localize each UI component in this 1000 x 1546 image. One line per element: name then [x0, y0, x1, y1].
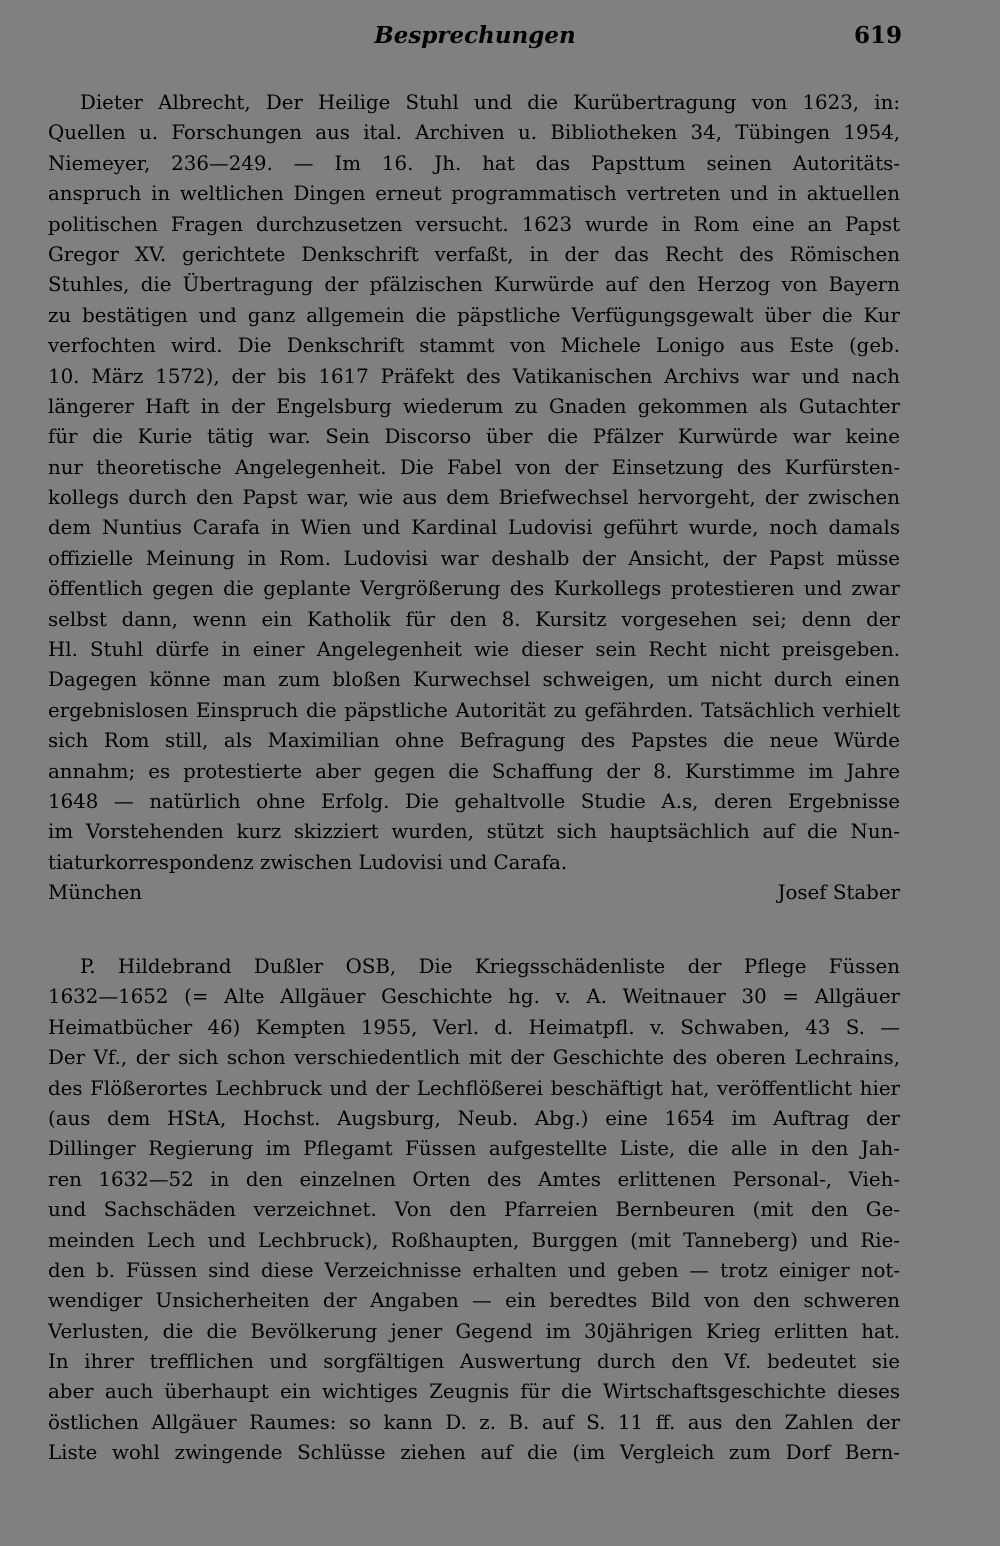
text-line: (aus dem HStA, Hochst. Augsburg, Neub. Abg.) eine 1654 im Auftrag der — [48, 1106, 900, 1130]
text-line: Der Vf., der sich schon verschiedentlich mit der Geschichte des oberen Lechrains, — [48, 1046, 900, 1070]
text-line: Niemeyer, 236—249. — Im 16. Jh. hat das Papsttum seinen Autoritäts- — [48, 151, 900, 175]
page-header — [48, 22, 902, 62]
text-line: und Sachschäden verzeichnet. Von den Pfarreien Bernbeuren (mit den Ge- — [48, 1198, 900, 1222]
text-line: kollegs durch den Papst war, wie aus dem Briefwechsel hervorgeht, der zwischen — [48, 486, 900, 510]
text-line: sich Rom still, als Maximilian ohne Befragung des Papstes die neue Würde — [48, 729, 900, 753]
text-line: nur theoretische Angelegenheit. Die Fabel von der Einsetzung des Kurfürsten- — [48, 455, 900, 479]
text-line: annahm; es protestierte aber gegen die Schaffung der 8. Kurstimme im Jahre — [48, 759, 900, 783]
review-dussler — [48, 952, 900, 1469]
text-line: für die Kurie tätig war. Sein Discorso über die Pfälzer Kurwürde war keine — [48, 425, 900, 449]
text-line: längerer Haft in der Engelsburg wiederum zu Gnaden gekommen als Gutachter — [48, 394, 900, 418]
text-line: politischen Fragen durchzusetzen versucht. 1623 wurde in Rom eine an Papst — [48, 212, 900, 236]
signature-place: München — [48, 881, 142, 905]
text-line: anspruch in weltlichen Dingen erneut programmatisch vertreten und in aktuellen — [48, 182, 900, 206]
text-line: 1632—1652 (= Alte Allgäuer Geschichte hg. v. A. Weitnauer 30 = Allgäuer — [48, 985, 900, 1009]
text-line: Dagegen könne man zum bloßen Kurwechsel schweigen, um nicht durch einen — [48, 668, 900, 692]
text-line: wendiger Unsicherheiten der Angaben — ein beredtes Bild von den schweren — [48, 1289, 900, 1313]
text-line: Quellen u. Forschungen aus ital. Archiven u. Bibliotheken 34, Tübingen 1954, — [48, 121, 900, 145]
text-line: aber auch überhaupt ein wichtiges Zeugnis für die Wirtschaftsgeschichte dieses — [48, 1380, 900, 1404]
text-line: Hl. Stuhl dürfe in einer Angelegenheit wie dieser sein Recht nicht preisgeben. — [48, 638, 900, 662]
text-line: öffentlich gegen die geplante Vergrößerung des Kurkollegs protestieren und zwar — [48, 577, 900, 601]
text-line: Heimatbücher 46) Kempten 1955, Verl. d. Heimatpfl. v. Schwaben, 43 S. — — [48, 1015, 900, 1039]
text-line: Gregor XV. gerichtete Denkschrift verfaßt, in der das Recht des Römischen — [48, 242, 900, 266]
text-line: im Vorstehenden kurz skizziert wurden, stützt sich hauptsächlich auf die Nun- — [48, 820, 900, 844]
review-signature — [48, 878, 900, 908]
text-line: ren 1632—52 in den einzelnen Orten des Amtes erlittenen Personal-, Vieh- — [48, 1167, 900, 1191]
running-head: Besprechungen — [374, 22, 576, 49]
text-line: 10. März 1572), der bis 1617 Präfekt des Vatikanischen Archivs war und nach — [48, 364, 900, 388]
text-line: Dieter Albrecht, Der Heilige Stuhl und die Kurübertragung von 1623, in: — [80, 91, 900, 114]
text-line: den b. Füssen sind diese Verzeichnisse erhalten und geben — trotz einiger not- — [48, 1258, 900, 1282]
page-number: 619 — [853, 22, 902, 49]
text-line: In ihrer trefflichen und sorgfältigen Auswertung durch den Vf. bedeutet sie — [48, 1350, 900, 1374]
text-line: verfochten wird. Die Denkschrift stammt von Michele Lonigo aus Este (geb. — [48, 334, 900, 358]
text-line: 1648 — natürlich ohne Erfolg. Die gehaltvolle Studie A.s, deren Ergebnisse — [48, 789, 900, 813]
text-line: P. Hildebrand Dußler OSB, Die Kriegsschädenliste der Pflege Füssen — [80, 955, 900, 978]
signature-author: Josef Staber — [777, 881, 900, 905]
text-line: Verlusten, die die Bevölkerung jener Gegend im 30jährigen Krieg erlitten hat. — [48, 1319, 900, 1343]
text-line: östlichen Allgäuer Raumes: so kann D. z. B. auf S. 11 ff. aus den Zahlen der — [48, 1410, 900, 1434]
text-line: dem Nuntius Carafa in Wien und Kardinal Ludovisi geführt wurde, noch damals — [48, 516, 900, 540]
text-line: des Flößerortes Lechbruck und der Lechflößerei beschäftigt hat, veröffentlicht hier — [48, 1076, 900, 1100]
review-albrecht — [48, 88, 900, 909]
text-line: zu bestätigen und ganz allgemein die päpstliche Verfügungsgewalt über die Kur — [48, 303, 900, 327]
text-line: Dillinger Regierung im Pflegamt Füssen aufgestellte Liste, die alle in den Jah- — [48, 1137, 900, 1161]
text-line: ergebnislosen Einspruch die päpstliche Autorität zu gefährden. Tatsächlich verhielt — [48, 698, 900, 722]
text-line: Stuhles, die Übertragung der pfälzischen Kurwürde auf den Herzog von Bayern — [48, 273, 900, 297]
text-line: selbst dann, wenn ein Katholik für den 8. Kursitz vorgesehen sei; denn der — [48, 607, 900, 631]
text-line: Liste wohl zwingende Schlüsse ziehen auf die (im Vergleich zum Dorf Bern- — [48, 1441, 900, 1465]
text-line: meinden Lech und Lechbruck), Roßhaupten, Burggen (mit Tanneberg) und Rie- — [48, 1228, 900, 1252]
text-line: tiaturkorrespondenz zwischen Ludovisi und Carafa. — [48, 850, 568, 874]
text-line: offizielle Meinung in Rom. Ludovisi war deshalb der Ansicht, der Papst müsse — [48, 546, 900, 570]
